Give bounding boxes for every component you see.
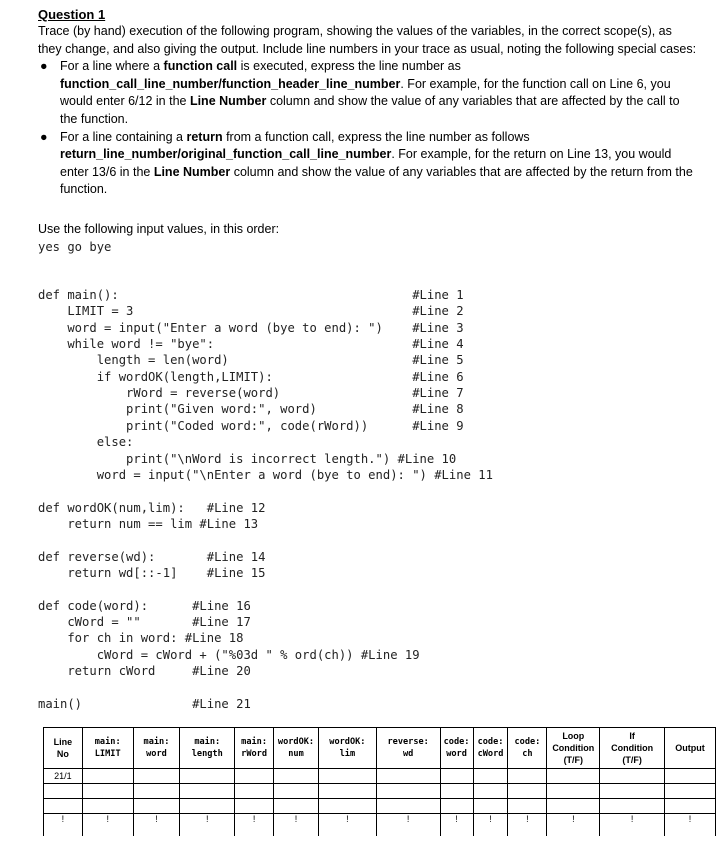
trace-column-header: main: LIMIT bbox=[82, 728, 133, 769]
trace-column-header: code: ch bbox=[508, 728, 547, 769]
continuation-mark: ! bbox=[665, 814, 716, 837]
trace-column-header: If Condition (T/F) bbox=[600, 728, 665, 769]
trace-cell[interactable] bbox=[274, 769, 319, 784]
continuation-mark: ! bbox=[133, 814, 180, 837]
trace-cell[interactable] bbox=[440, 799, 473, 814]
trace-cell[interactable] bbox=[600, 769, 665, 784]
continuation-mark: ! bbox=[180, 814, 235, 837]
trace-cell[interactable] bbox=[82, 769, 133, 784]
code-line: def main(): #Line 1 bbox=[38, 288, 464, 302]
code-line: return wd[::-1] #Line 15 bbox=[38, 566, 266, 580]
code-line: rWord = reverse(word) #Line 7 bbox=[38, 386, 464, 400]
code-line: print("Coded word:", code(rWord)) #Line 9 bbox=[38, 419, 464, 433]
trace-cell[interactable] bbox=[473, 769, 508, 784]
trace-column-header: Output bbox=[665, 728, 716, 769]
trace-cell[interactable] bbox=[440, 769, 473, 784]
bullet-icon: ● bbox=[40, 59, 48, 74]
trace-cell[interactable] bbox=[235, 784, 274, 799]
trace-cell[interactable] bbox=[180, 784, 235, 799]
trace-column-header: code: cWord bbox=[473, 728, 508, 769]
continuation-mark: ! bbox=[274, 814, 319, 837]
code-line: cWord = cWord + ("%03d " % ord(ch)) #Line 19 bbox=[38, 648, 420, 662]
trace-column-header: reverse: wd bbox=[376, 728, 440, 769]
continuation-mark: ! bbox=[44, 814, 83, 837]
table-row-continuation bbox=[44, 814, 716, 837]
code-line: word = input("\nEnter a word (bye to end): ") #Line 11 bbox=[38, 468, 493, 482]
trace-cell[interactable] bbox=[665, 799, 716, 814]
code-line: def wordOK(num,lim): #Line 12 bbox=[38, 501, 266, 515]
code-line: return num == lim #Line 13 bbox=[38, 517, 259, 531]
trace-cell[interactable] bbox=[665, 784, 716, 799]
trace-cell[interactable] bbox=[274, 799, 319, 814]
trace-column-header: Line No bbox=[44, 728, 83, 769]
trace-column-header: code: word bbox=[440, 728, 473, 769]
question-heading: Question 1 bbox=[38, 7, 106, 22]
code-line: word = input("Enter a word (bye to end): ") #Line 3 bbox=[38, 321, 464, 335]
code-line: cWord = "" #Line 17 bbox=[38, 615, 251, 629]
trace-cell[interactable] bbox=[508, 784, 547, 799]
trace-cell[interactable] bbox=[180, 769, 235, 784]
continuation-mark: ! bbox=[440, 814, 473, 837]
table-row bbox=[44, 769, 716, 784]
question-text bbox=[38, 6, 698, 256]
trace-cell[interactable] bbox=[547, 769, 600, 784]
code-line: print("Given word:", word) #Line 8 bbox=[38, 402, 464, 416]
trace-cell[interactable] bbox=[600, 784, 665, 799]
code-line: def reverse(wd): #Line 14 bbox=[38, 550, 266, 564]
trace-column-header: main: length bbox=[180, 728, 235, 769]
bullet-icon: ● bbox=[40, 129, 48, 144]
code-line: length = len(word) #Line 5 bbox=[38, 353, 464, 367]
trace-cell[interactable] bbox=[376, 769, 440, 784]
trace-cell[interactable] bbox=[665, 769, 716, 784]
continuation-mark: ! bbox=[547, 814, 600, 837]
special-cases-list bbox=[38, 58, 698, 199]
trace-cell[interactable]: 21/1 bbox=[44, 769, 83, 784]
continuation-mark: ! bbox=[235, 814, 274, 837]
continuation-mark: ! bbox=[376, 814, 440, 837]
table-row bbox=[44, 799, 716, 814]
trace-cell[interactable] bbox=[318, 784, 376, 799]
trace-cell[interactable] bbox=[235, 769, 274, 784]
trace-cell[interactable] bbox=[440, 784, 473, 799]
trace-cell[interactable] bbox=[376, 799, 440, 814]
trace-cell[interactable] bbox=[133, 799, 180, 814]
trace-table bbox=[43, 727, 716, 836]
code-line: if wordOK(length,LIMIT): #Line 6 bbox=[38, 370, 464, 384]
trace-cell[interactable] bbox=[318, 769, 376, 784]
code-line: def code(word): #Line 16 bbox=[38, 599, 251, 613]
trace-cell[interactable] bbox=[235, 799, 274, 814]
trace-cell[interactable] bbox=[547, 784, 600, 799]
bullet-function-call: ● For a line where a function call is executed, express the line number as function_call_line_number/function_header_line_number. For example, for the function call on Line 6, you would enter 6/12 in the Line Number column and show the value of any variables that are affected by the call to the function. bbox=[40, 59, 680, 126]
trace-cell[interactable] bbox=[600, 799, 665, 814]
code-line: print("\nWord is incorrect length.") #Line 10 bbox=[38, 452, 457, 466]
trace-column-header: wordOK: lim bbox=[318, 728, 376, 769]
trace-cell[interactable] bbox=[473, 784, 508, 799]
trace-cell[interactable] bbox=[133, 769, 180, 784]
code-line: main() #Line 21 bbox=[38, 697, 251, 711]
trace-cell[interactable] bbox=[508, 769, 547, 784]
trace-cell[interactable] bbox=[44, 784, 83, 799]
trace-column-header: Loop Condition (T/F) bbox=[547, 728, 600, 769]
code-line: return cWord #Line 20 bbox=[38, 664, 251, 678]
code-line: else: bbox=[38, 435, 134, 449]
code-line: LIMIT = 3 #Line 2 bbox=[38, 304, 464, 318]
continuation-mark: ! bbox=[473, 814, 508, 837]
trace-cell[interactable] bbox=[44, 799, 83, 814]
code-line: while word != "bye": #Line 4 bbox=[38, 337, 464, 351]
trace-cell[interactable] bbox=[82, 799, 133, 814]
input-instruction: Use the following input values, in this order: bbox=[38, 221, 280, 236]
trace-cell[interactable] bbox=[376, 784, 440, 799]
trace-cell[interactable] bbox=[82, 784, 133, 799]
trace-column-header: wordOK: num bbox=[274, 728, 319, 769]
continuation-mark: ! bbox=[600, 814, 665, 837]
code-line: for ch in word: #Line 18 bbox=[38, 631, 244, 645]
trace-cell[interactable] bbox=[473, 799, 508, 814]
continuation-mark: ! bbox=[82, 814, 133, 837]
continuation-mark: ! bbox=[508, 814, 547, 837]
intro-paragraph: Trace (by hand) execution of the following program, showing the values of the variables, in the correct scope(s), as they change, and also giving the output. Include line numbers in your trace as usual, noting the following special cases: bbox=[38, 24, 697, 56]
trace-cell[interactable] bbox=[547, 799, 600, 814]
input-values: yes go bye bbox=[38, 239, 112, 254]
trace-column-header: main: rWord bbox=[235, 728, 274, 769]
continuation-mark: ! bbox=[318, 814, 376, 837]
table-row bbox=[44, 784, 716, 799]
trace-column-header: main: word bbox=[133, 728, 180, 769]
trace-cell[interactable] bbox=[133, 784, 180, 799]
trace-cell[interactable] bbox=[508, 799, 547, 814]
trace-cell[interactable] bbox=[318, 799, 376, 814]
trace-cell[interactable] bbox=[274, 784, 319, 799]
trace-cell[interactable] bbox=[180, 799, 235, 814]
bullet-return: ● For a line containing a return from a function call, express the line number as follows return_line_number/original_function_call_line_number. For example, for the return on Line 13, you would enter 13/6 in the Line Number column and show the value of any variables that are affected by the return from the function. bbox=[40, 129, 693, 197]
